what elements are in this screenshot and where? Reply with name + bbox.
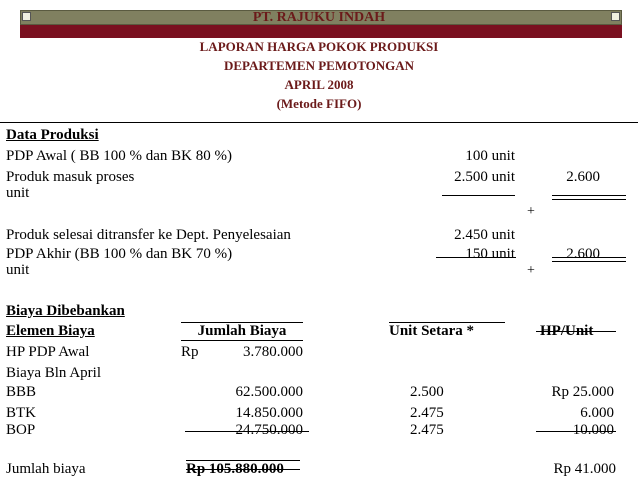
subtotal-line [442, 195, 515, 196]
row-label: Produk selesai ditransfer ke Dept. Penyelesaian [6, 227, 291, 243]
total-double-line [552, 261, 626, 262]
jumlah-value: 3.780.000 [243, 344, 303, 360]
data-produksi-heading: Data Produksi [6, 127, 99, 143]
company-name: PT. RAJUKU INDAH [252, 10, 386, 25]
row-label: BOP [6, 422, 36, 438]
row-label: HP PDP Awal [6, 344, 90, 360]
row-total: 2.600 [566, 246, 600, 262]
row-value: 150 unit [465, 246, 515, 262]
row-label: Produk masuk proses [6, 169, 135, 185]
hp-value: 10.000 [572, 422, 614, 438]
jumlah-value: 24.750.000 [235, 422, 303, 438]
report-period: APRIL 2008 [284, 77, 354, 92]
total-double-line [552, 257, 626, 258]
row-value: 2.500 unit [454, 169, 515, 185]
column-header-jumlah: Jumlah Biaya [197, 323, 287, 339]
column-underline [181, 340, 303, 341]
currency-label: Rp [181, 344, 199, 360]
row-label: PDP Awal ( BB 100 % dan BK 80 %) [6, 148, 232, 164]
row-label: Biaya Bln April [6, 365, 101, 381]
biaya-heading: Biaya Dibebankan [6, 303, 125, 319]
strike-line [436, 257, 516, 258]
title-bar-bottom [20, 25, 622, 38]
plus-sign: + [527, 263, 535, 278]
total-double-line [552, 199, 626, 200]
report-department: DEPARTEMEN PEMOTONGAN [223, 58, 415, 73]
row-label: BTK [6, 405, 36, 421]
header-divider [0, 122, 638, 123]
row-label-unit: unit [6, 185, 30, 201]
hp-value: 6.000 [580, 405, 614, 421]
total-jumlah: Rp 105.880.000 [186, 461, 284, 477]
total-double-line [552, 195, 626, 196]
plus-sign: + [527, 204, 535, 219]
row-value: 100 unit [465, 148, 515, 164]
jumlah-value: 14.850.000 [235, 405, 303, 421]
strike-line [186, 469, 300, 470]
column-header-hp-unit: HP/Unit [540, 323, 594, 339]
row-total: 2.600 [566, 169, 600, 185]
hp-value: Rp 25.000 [551, 384, 614, 400]
unit-value: 2.475 [410, 405, 444, 421]
unit-value: 2.475 [410, 422, 444, 438]
strike-line [185, 431, 309, 432]
strike-line [536, 331, 616, 332]
total-hp: Rp 41.000 [553, 461, 616, 477]
report-method: (Metode FIFO) [276, 96, 362, 111]
row-label: BBB [6, 384, 37, 400]
unit-value: 2.500 [410, 384, 444, 400]
jumlah-value: 62.500.000 [235, 384, 303, 400]
column-header-unit-setara: Unit Setara * [389, 323, 474, 339]
total-label: Jumlah biaya [6, 461, 86, 477]
report-title: LAPORAN HARGA POKOK PRODUKSI [199, 39, 439, 54]
row-value: 2.450 unit [454, 227, 515, 243]
strike-line [536, 431, 616, 432]
column-header-elemen: Elemen Biaya [6, 323, 95, 339]
row-label: PDP Akhir (BB 100 % dan BK 70 %) [6, 246, 233, 262]
row-label-unit: unit [6, 262, 30, 278]
